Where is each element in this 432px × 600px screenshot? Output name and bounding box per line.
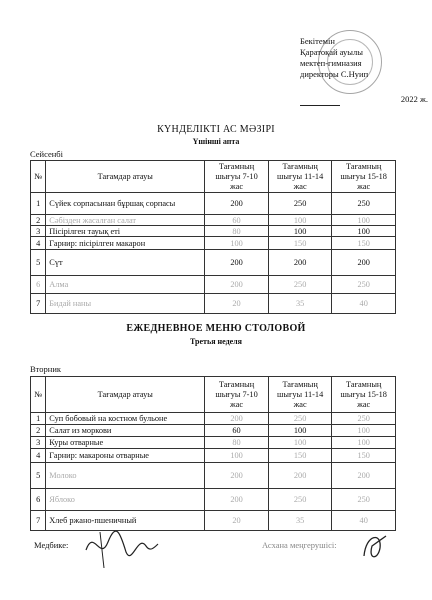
approval-line: директоры С.Нуип bbox=[300, 69, 369, 79]
dish-name: Салат из моркови bbox=[46, 425, 205, 437]
portion-15-18: 100 bbox=[332, 226, 396, 237]
portion-15-18: 100 bbox=[332, 215, 396, 226]
dish-name: Суп бобовый на костном бульоне bbox=[46, 413, 205, 425]
portion-7-10: 200 bbox=[205, 193, 269, 215]
portion-7-10: 200 bbox=[205, 276, 269, 294]
portion-15-18: 250 bbox=[332, 413, 396, 425]
table-row bbox=[31, 276, 396, 294]
portion-15-18: 150 bbox=[332, 449, 396, 463]
portion-7-10: 80 bbox=[205, 437, 269, 449]
row-number: 5 bbox=[31, 250, 46, 276]
table-row bbox=[31, 226, 396, 237]
col-header-7-10: Тағамның шығуы 7-10 жас bbox=[205, 377, 269, 413]
portion-15-18: 250 bbox=[332, 489, 396, 511]
portion-11-14: 200 bbox=[268, 463, 332, 489]
portion-15-18: 250 bbox=[332, 276, 396, 294]
table-row bbox=[31, 437, 396, 449]
menu-day-kz: Сейсенбі bbox=[30, 149, 63, 159]
portion-7-10: 200 bbox=[205, 489, 269, 511]
nurse-signature-label: Медбике: bbox=[34, 540, 69, 550]
portion-15-18: 200 bbox=[332, 463, 396, 489]
row-number: 4 bbox=[31, 237, 46, 250]
menu-title-kz: КҮНДЕЛІКТІ АС МӘЗІРІ bbox=[157, 124, 275, 135]
row-number: 2 bbox=[31, 425, 46, 437]
dish-name: Бидай наны bbox=[46, 294, 205, 314]
portion-11-14: 200 bbox=[268, 250, 332, 276]
col-header-name: Тағамдар атауы bbox=[46, 161, 205, 193]
nurse-signature bbox=[80, 522, 160, 572]
col-header-name: Тағамдар атауы bbox=[46, 377, 205, 413]
menu-table-ru bbox=[30, 376, 396, 531]
col-header-11-14: Тағамның шығуы 11-14 жас bbox=[268, 161, 332, 193]
portion-11-14: 150 bbox=[268, 237, 332, 250]
portion-15-18: 150 bbox=[332, 237, 396, 250]
portion-7-10: 60 bbox=[205, 425, 269, 437]
portion-15-18: 250 bbox=[332, 193, 396, 215]
row-number: 7 bbox=[31, 294, 46, 314]
table-row bbox=[31, 215, 396, 226]
menu-title-ru: ЕЖЕДНЕВНОЕ МЕНЮ СТОЛОВОЙ bbox=[126, 323, 306, 334]
portion-11-14: 100 bbox=[268, 437, 332, 449]
portion-11-14: 250 bbox=[268, 489, 332, 511]
approval-year: 2022 ж. bbox=[400, 94, 428, 104]
menu-week-kz: Үшінші апта bbox=[192, 137, 240, 146]
row-number: 2 bbox=[31, 215, 46, 226]
col-header-11-14: Тағамның шығуы 11-14 жас bbox=[268, 377, 332, 413]
table-row bbox=[31, 449, 396, 463]
portion-15-18: 40 bbox=[332, 511, 396, 531]
dish-name: Пісірілген тауық еті bbox=[46, 226, 205, 237]
approval-line: Бекітемін bbox=[300, 36, 335, 46]
dish-name: Куры отварные bbox=[46, 437, 205, 449]
portion-15-18: 200 bbox=[332, 250, 396, 276]
col-header-no: № bbox=[31, 161, 46, 193]
dish-name: Сәбізден жасалған салат bbox=[46, 215, 205, 226]
table-row bbox=[31, 489, 396, 511]
row-number: 5 bbox=[31, 463, 46, 489]
portion-11-14: 250 bbox=[268, 413, 332, 425]
dish-name: Алма bbox=[46, 276, 205, 294]
portion-15-18: 100 bbox=[332, 437, 396, 449]
table-row bbox=[31, 294, 396, 314]
row-number: 6 bbox=[31, 489, 46, 511]
dish-name: Молоко bbox=[46, 463, 205, 489]
approval-block bbox=[300, 36, 428, 106]
menu-day-ru: Вторник bbox=[30, 364, 61, 374]
menu-week-ru: Третья неделя bbox=[190, 337, 242, 346]
table-row bbox=[31, 425, 396, 437]
approval-line: мектеп-гимназия bbox=[300, 58, 362, 68]
dish-name: Хлеб ржано-пшеничный bbox=[46, 511, 205, 531]
dish-name: Гарнир: пісірілген макарон bbox=[46, 237, 205, 250]
col-header-15-18: Тағамның шығуы 15-18 жас bbox=[332, 377, 396, 413]
table-header-row bbox=[31, 161, 396, 193]
row-number: 3 bbox=[31, 437, 46, 449]
canteen-head-signature bbox=[356, 526, 396, 566]
portion-7-10: 200 bbox=[205, 250, 269, 276]
dish-name: Сүт bbox=[46, 250, 205, 276]
col-header-15-18: Тағамның шығуы 15-18 жас bbox=[332, 161, 396, 193]
portion-11-14: 100 bbox=[268, 425, 332, 437]
col-header-no: № bbox=[31, 377, 46, 413]
table-header-row bbox=[31, 377, 396, 413]
table-row bbox=[31, 463, 396, 489]
dish-name: Яблоко bbox=[46, 489, 205, 511]
row-number: 4 bbox=[31, 449, 46, 463]
canteen-head-signature-label: Асхана меңгерушісі: bbox=[262, 540, 337, 550]
portion-7-10: 20 bbox=[205, 294, 269, 314]
table-row bbox=[31, 413, 396, 425]
portion-11-14: 250 bbox=[268, 276, 332, 294]
portion-7-10: 100 bbox=[205, 449, 269, 463]
row-number: 6 bbox=[31, 276, 46, 294]
table-row bbox=[31, 250, 396, 276]
portion-11-14: 35 bbox=[268, 511, 332, 531]
portion-7-10: 200 bbox=[205, 463, 269, 489]
portion-11-14: 35 bbox=[268, 294, 332, 314]
table-row bbox=[31, 237, 396, 250]
portion-7-10: 80 bbox=[205, 226, 269, 237]
row-number: 7 bbox=[31, 511, 46, 531]
approval-line: Қаратоқай ауылы bbox=[300, 47, 363, 57]
portion-15-18: 40 bbox=[332, 294, 396, 314]
portion-15-18: 100 bbox=[332, 425, 396, 437]
dish-name: Сүйек сорпасынан бұршақ сорпасы bbox=[46, 193, 205, 215]
portion-11-14: 250 bbox=[268, 193, 332, 215]
approval-date bbox=[300, 94, 428, 106]
portion-11-14: 150 bbox=[268, 449, 332, 463]
portion-7-10: 100 bbox=[205, 237, 269, 250]
row-number: 3 bbox=[31, 226, 46, 237]
row-number: 1 bbox=[31, 193, 46, 215]
row-number: 1 bbox=[31, 413, 46, 425]
menu-table-kz bbox=[30, 160, 396, 314]
col-header-7-10: Тағамның шығуы 7-10 жас bbox=[205, 161, 269, 193]
portion-7-10: 200 bbox=[205, 413, 269, 425]
portion-7-10: 20 bbox=[205, 511, 269, 531]
portion-11-14: 100 bbox=[268, 215, 332, 226]
table-row bbox=[31, 193, 396, 215]
dish-name: Гарнир: макароны отварные bbox=[46, 449, 205, 463]
portion-11-14: 100 bbox=[268, 226, 332, 237]
portion-7-10: 60 bbox=[205, 215, 269, 226]
